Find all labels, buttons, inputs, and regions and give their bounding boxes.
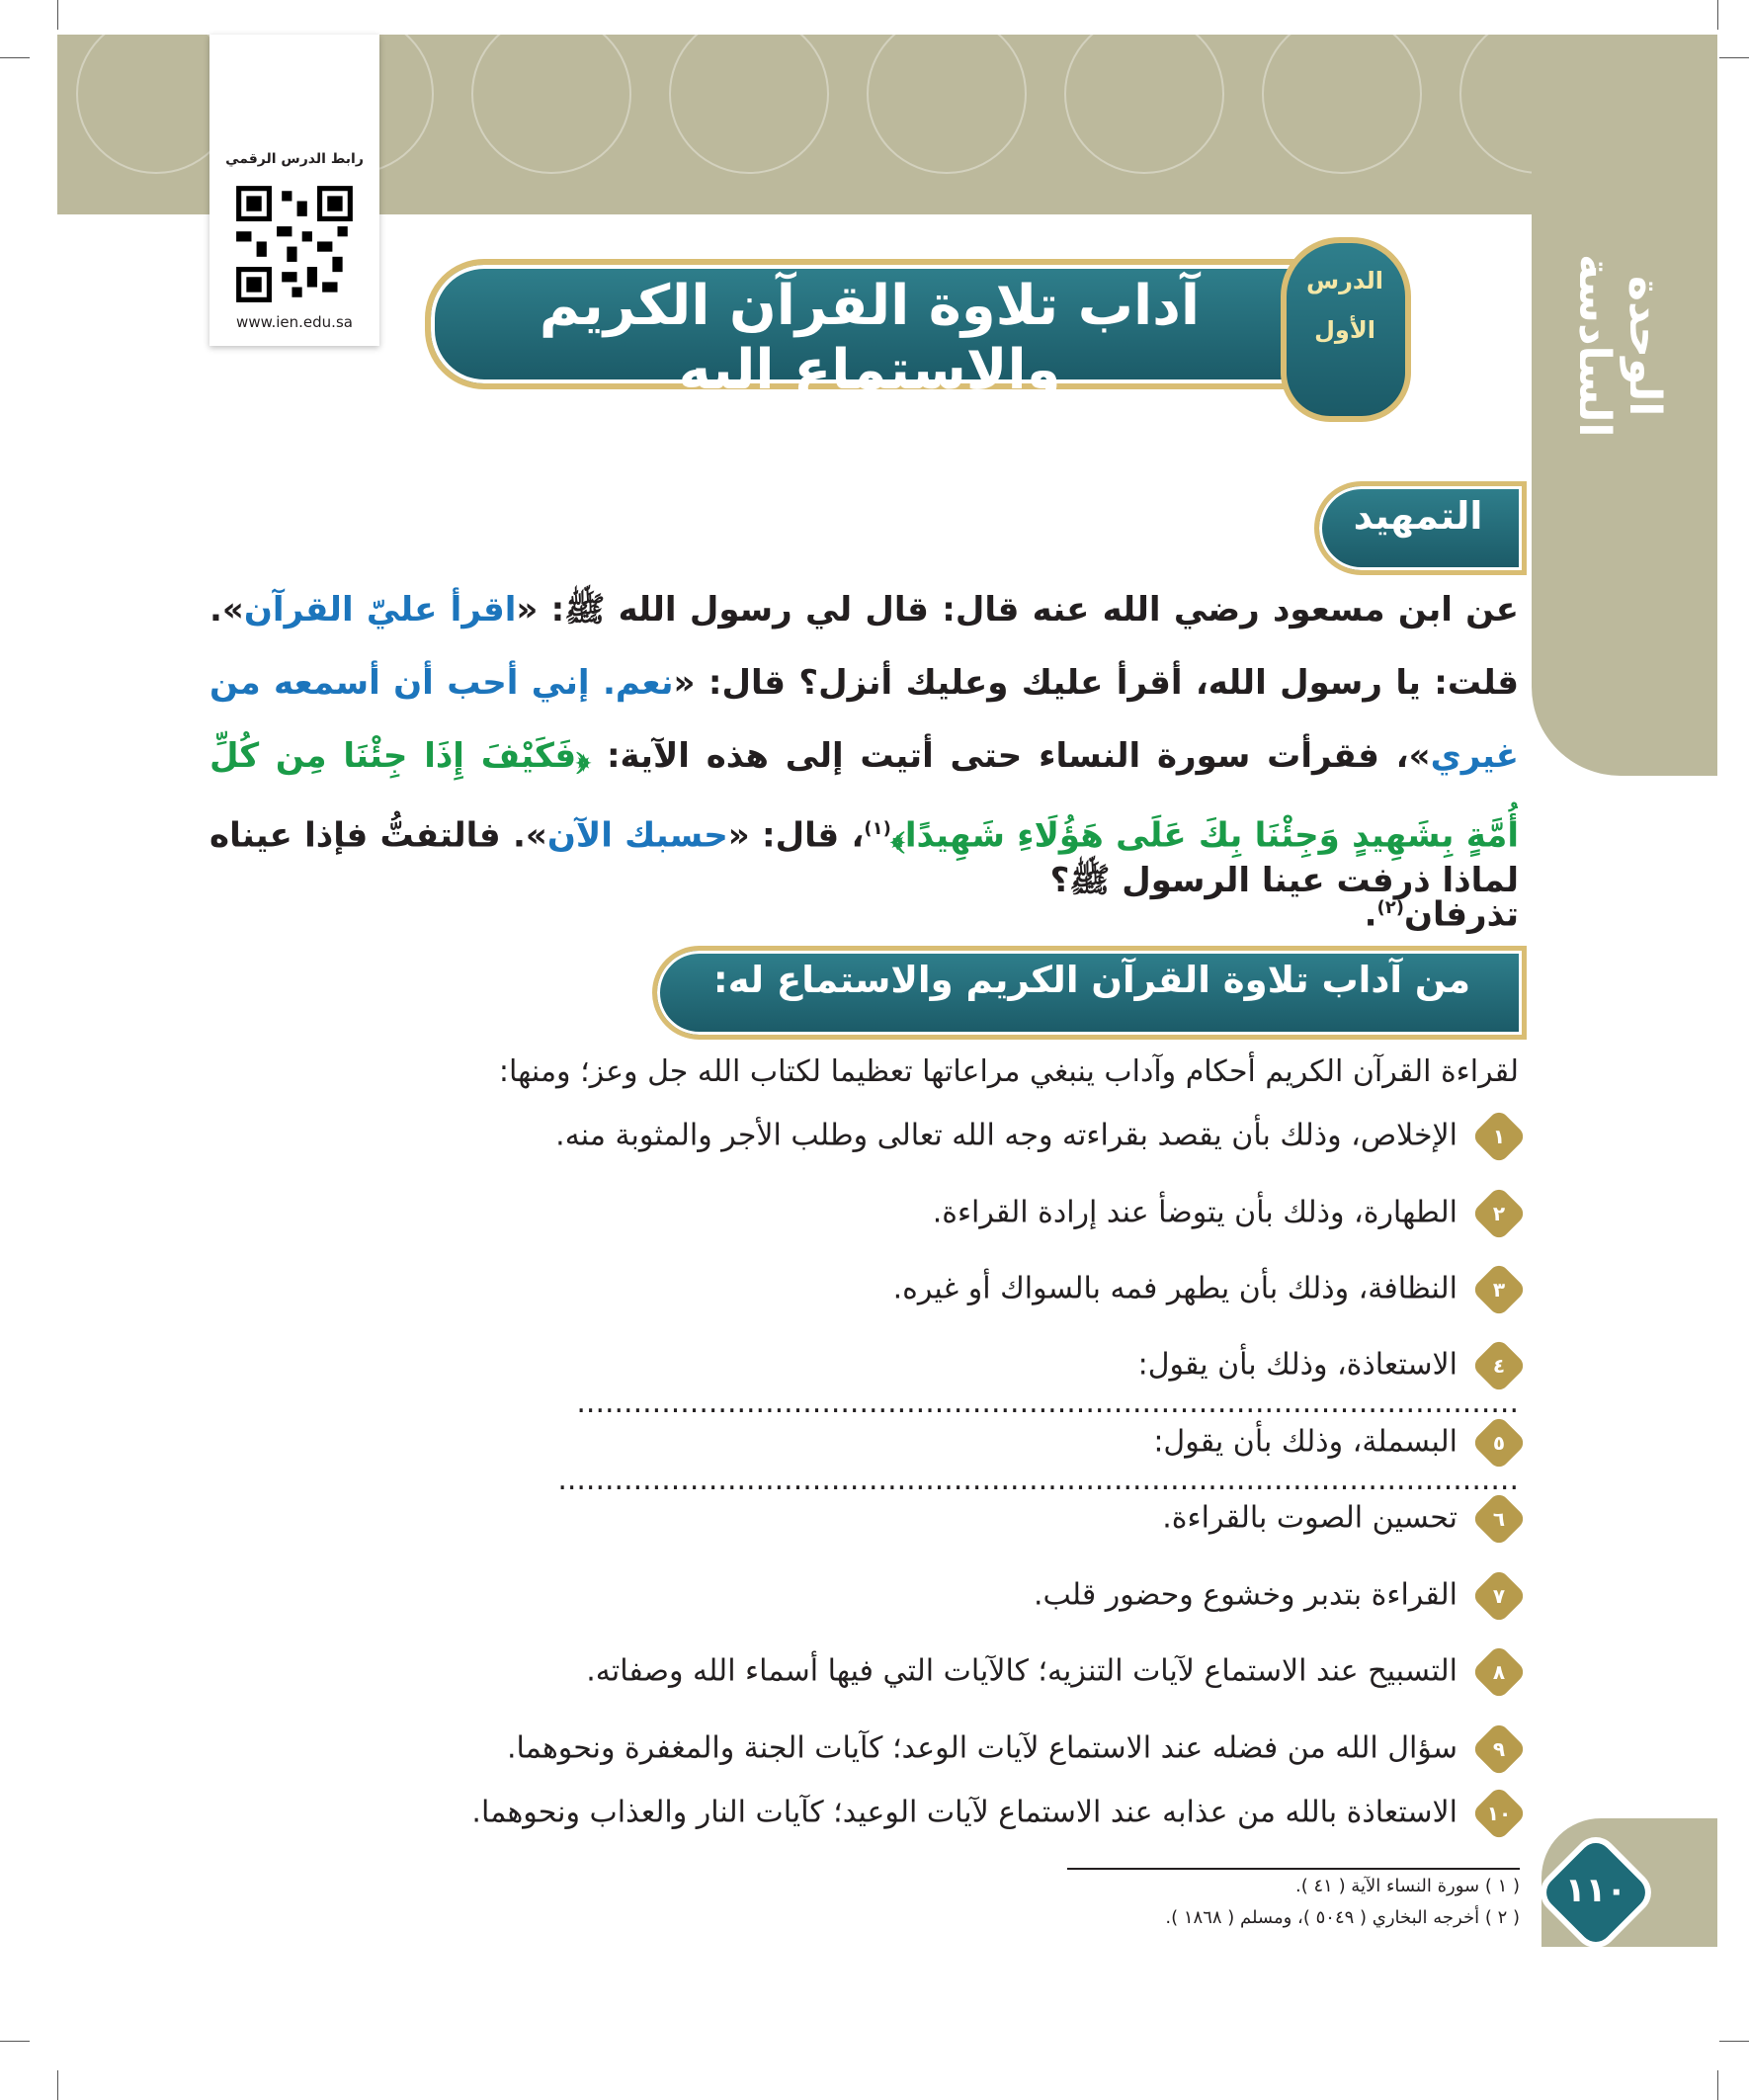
list-item-text[interactable]: البسملة، وذلك بأن يقول: ...................................................................................................... bbox=[557, 1424, 1519, 1497]
list-item-text: النظافة، وذلك بأن يطهر فمه بالسواك أو غيره. bbox=[892, 1271, 1458, 1306]
list-item bbox=[209, 1499, 1519, 1558]
star-bullet-icon: ٢ bbox=[1471, 1186, 1528, 1242]
qr-card[interactable] bbox=[209, 35, 379, 346]
list-item bbox=[209, 1346, 1519, 1420]
star-bullet-icon: ٥ bbox=[1471, 1415, 1528, 1471]
hadith-quote-2: نعم. إني أحب أن أسمعه من غيري bbox=[209, 663, 1519, 776]
etiquette-intro: لقراءة القرآن الكريم أحكام وآداب ينبغي مراعاتها تعظيما لكتاب الله جل وعز؛ ومنها: bbox=[498, 1054, 1519, 1089]
star-bullet-icon: ١٠ bbox=[1471, 1786, 1528, 1842]
qr-url[interactable]: www.ien.edu.sa bbox=[236, 313, 353, 331]
intro-text-1: عن ابن مسعود رضي الله عنه قال: قال لي رسول الله ﷺ: « bbox=[516, 590, 1520, 630]
intro-heading: التمهيد bbox=[1353, 494, 1483, 538]
list-item bbox=[209, 1729, 1519, 1789]
lesson-badge-word: الدرس bbox=[1305, 267, 1384, 294]
list-item bbox=[209, 1117, 1519, 1176]
intro-text-5: ». فالتفتُّ فإذا عيناه تذرفان bbox=[209, 815, 1519, 935]
page-number: ١١٠ bbox=[1564, 1871, 1627, 1910]
list-item bbox=[209, 1652, 1519, 1712]
crop-mark bbox=[0, 57, 30, 58]
lesson-badge-number: الأول bbox=[1314, 316, 1375, 344]
footnote-ref-2: (٢) bbox=[1376, 897, 1404, 919]
crop-mark bbox=[0, 2041, 30, 2042]
star-bullet-icon: ١ bbox=[1471, 1109, 1528, 1165]
crop-mark bbox=[1719, 2041, 1749, 2042]
list-item bbox=[209, 1423, 1519, 1497]
footnote-2: ( ٢ ) أخرجه البخاري ( ٥٠٤٩ )، ومسلم ( ١٨٦٨ ). bbox=[1165, 1907, 1520, 1928]
list-item-text[interactable]: الاستعاذة، وذلك بأن يقول: .................................................................................................... bbox=[576, 1347, 1519, 1420]
intro-text-6: . bbox=[1364, 894, 1377, 935]
crop-mark bbox=[1717, 0, 1718, 30]
star-bullet-icon: ٤ bbox=[1471, 1338, 1528, 1394]
star-bullet-icon: ٧ bbox=[1471, 1568, 1528, 1625]
footnote-divider bbox=[1067, 1868, 1520, 1870]
list-item bbox=[209, 1794, 1519, 1853]
quran-verse: ﴿فَكَيْفَ إِذَا جِئْنَا مِن كُلِّ أُمَّةٍ بِشَهِيدٍ وَجِئْنَا بِكَ عَلَى هَؤُلَاءِ شَهِيدًا﴾ bbox=[209, 736, 1520, 856]
list-item bbox=[209, 1194, 1519, 1253]
unit-label: الوحدة السادسة bbox=[1569, 254, 1670, 438]
star-bullet-icon: ٩ bbox=[1471, 1722, 1528, 1778]
list-item-text: تحسين الصوت بالقراءة. bbox=[1162, 1500, 1458, 1536]
intro-text-4: ، قال: « bbox=[727, 815, 865, 856]
list-item-text: الاستعاذة بالله من عذابه عند الاستماع لآيات الوعيد؛ كآيات النار والعذاب ونحوهما. bbox=[471, 1795, 1458, 1830]
list-item bbox=[209, 1270, 1519, 1329]
list-item-text: سؤال الله من فضله عند الاستماع لآيات الوعد؛ كآيات الجنة والمغفرة ونحوهما. bbox=[506, 1730, 1458, 1766]
qr-code-icon[interactable] bbox=[231, 181, 358, 307]
footnote-1: ( ١ ) سورة النساء الآية ( ٤١ ). bbox=[1295, 1876, 1520, 1896]
list-item-text: الطهارة، وذلك بأن يتوضأ عند إرادة القراءة. bbox=[932, 1195, 1458, 1230]
etiquette-heading: من آداب تلاوة القرآن الكريم والاستماع له: bbox=[712, 959, 1471, 1001]
hadith-quote-1: اقرأ عليّ القرآن bbox=[243, 590, 517, 630]
list-item bbox=[209, 1576, 1519, 1636]
lesson-title: آداب تلاوة القرآن الكريم والاستماع إليه bbox=[539, 274, 1201, 402]
qr-label: رابط الدرس الرقمي bbox=[225, 151, 364, 167]
crop-mark bbox=[1719, 57, 1749, 58]
footnote-ref-1: (١) bbox=[864, 818, 891, 839]
list-item-text: التسبيح عند الاستماع لآيات التنزيه؛ كالآيات التي فيها أسماء الله وصفاته. bbox=[586, 1653, 1458, 1689]
star-bullet-icon: ٨ bbox=[1471, 1644, 1528, 1701]
list-item-text: القراءة بتدبر وخشوع وحضور قلب. bbox=[1033, 1577, 1458, 1613]
intro-text-3: »، فقرأت سورة النساء حتى أتيت إلى هذه الآية: bbox=[590, 736, 1431, 776]
list-item-text: الإخلاص، وذلك بأن يقصد بقراءته وجه الله تعالى وطلب الأجر والمثوبة منه. bbox=[555, 1118, 1458, 1153]
intro-question: لماذا ذرفت عينا الرسول ﷺ؟ bbox=[1049, 861, 1519, 900]
star-bullet-icon: ٣ bbox=[1471, 1262, 1528, 1318]
hadith-quote-3: حسبك الآن bbox=[546, 815, 728, 856]
crop-mark bbox=[1717, 2070, 1718, 2100]
intro-text-2: ». قلت: يا رسول الله، أقرأ عليك وعليك أنزل؟ قال: « bbox=[209, 590, 1519, 703]
crop-mark bbox=[57, 0, 58, 30]
crop-mark bbox=[57, 2070, 58, 2100]
star-bullet-icon: ٦ bbox=[1471, 1491, 1528, 1548]
